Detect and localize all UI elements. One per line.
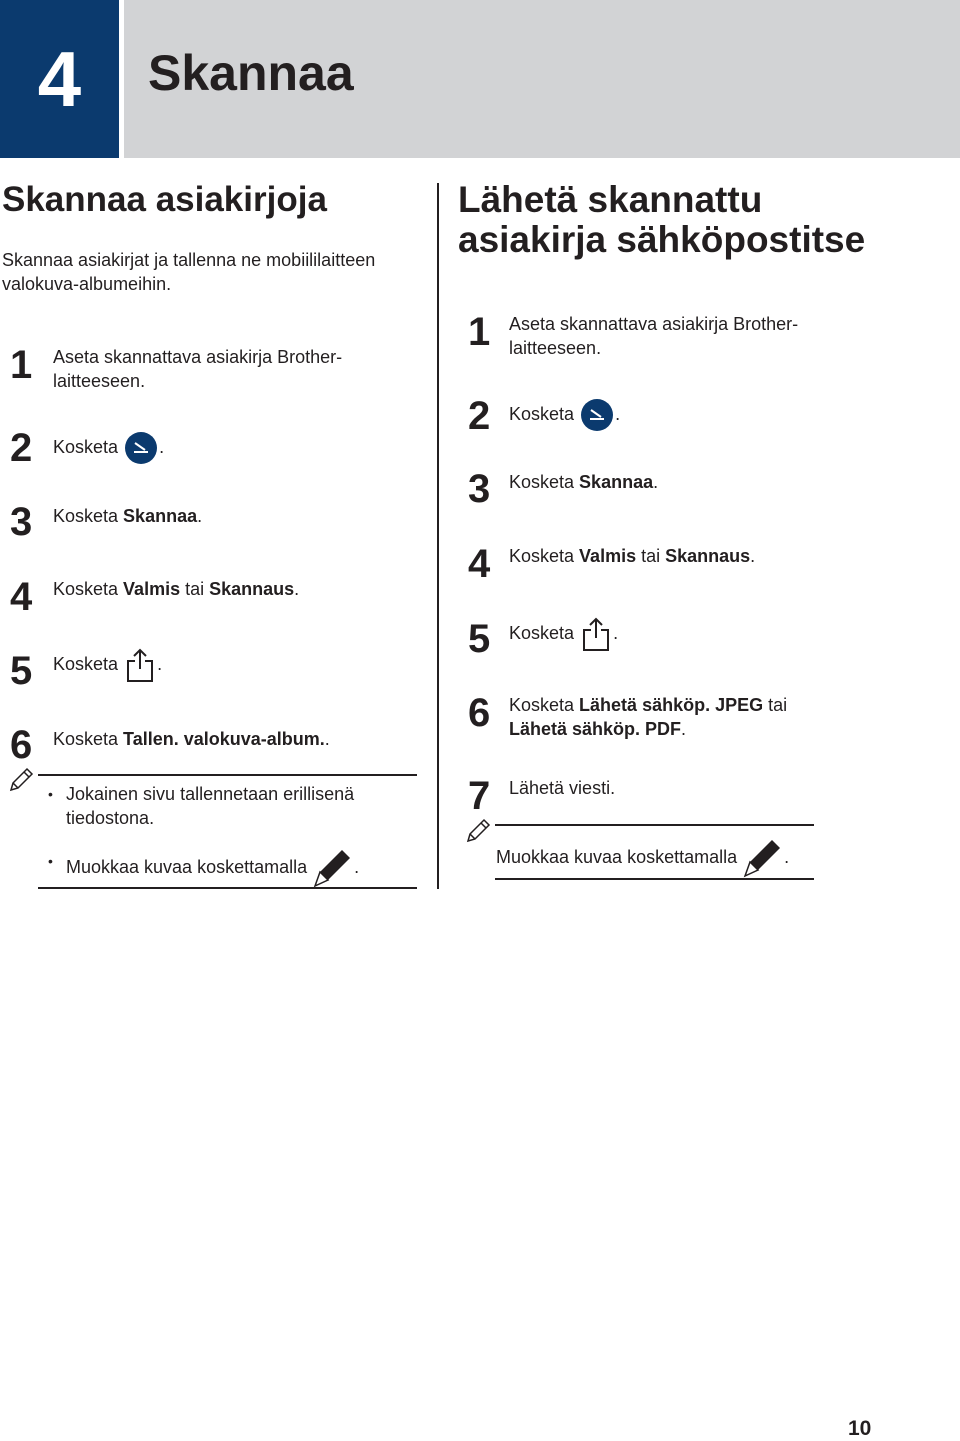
step-text: . xyxy=(159,436,165,457)
chapter-title: Skannaa xyxy=(148,45,354,101)
step-text: tai xyxy=(763,695,788,715)
scan-icon xyxy=(125,432,157,464)
step-text: Kosketa xyxy=(509,546,580,566)
step-text: . xyxy=(653,472,659,492)
step-text: . xyxy=(324,729,330,749)
pencil-icon xyxy=(312,846,354,888)
note-pencil-icon xyxy=(8,767,34,793)
note-text: Muokkaa kuvaa koskettamalla xyxy=(66,857,308,877)
scan-icon xyxy=(581,399,613,431)
step-text: Aseta skannattava asiakirja Brother- xyxy=(53,347,343,367)
step-text: Kosketa xyxy=(509,695,580,715)
note-rule-top xyxy=(38,774,417,776)
step-number: 1 xyxy=(468,310,491,354)
step-bold-text: Lähetä sähköp. PDF xyxy=(509,719,682,739)
step-number: 7 xyxy=(468,774,491,818)
step-number: 2 xyxy=(468,394,491,438)
step-number: 3 xyxy=(10,500,33,544)
step-text: . xyxy=(681,719,687,739)
note-rule-top xyxy=(495,824,814,826)
step-text: laitteeseen. xyxy=(53,371,146,391)
step-text: . xyxy=(157,653,163,674)
chapter-number: 4 xyxy=(0,0,119,158)
note-text: . xyxy=(354,857,360,877)
step-text: Kosketa xyxy=(53,653,119,674)
step-bold-text: Valmis xyxy=(123,579,181,599)
step-bold-text: Tallen. valokuva-album. xyxy=(123,729,325,749)
step-number: 3 xyxy=(468,467,491,511)
pencil-icon xyxy=(742,836,784,878)
step-number: 4 xyxy=(10,575,33,619)
step-text: Kosketa xyxy=(509,622,575,643)
note-bullet xyxy=(48,782,355,830)
step-number: 4 xyxy=(468,542,491,586)
step-number: 6 xyxy=(10,723,33,767)
note-text: Jokainen sivu tallennetaan erillisenä xyxy=(66,784,355,804)
step-text: Kosketa xyxy=(53,579,124,599)
step-bold-text: Skannaa xyxy=(123,506,198,526)
step-bold-text: Skannaus xyxy=(665,546,751,566)
step-text: . xyxy=(197,506,203,526)
step-bold-text: Valmis xyxy=(579,546,637,566)
note-rule-bottom xyxy=(38,887,417,889)
step-text: Kosketa xyxy=(53,729,124,749)
share-icon xyxy=(581,616,611,652)
note-text-block xyxy=(496,836,789,878)
bullet-dot: • xyxy=(48,786,53,802)
left-heading: Skannaa asiakirjoja xyxy=(2,180,327,219)
step-number: 1 xyxy=(10,343,33,387)
step-text: Lähetä viesti. xyxy=(509,778,616,798)
step-number: 6 xyxy=(468,691,491,735)
note-rule-bottom xyxy=(495,878,814,880)
page-number: 10 xyxy=(848,1417,872,1440)
note-text: Muokkaa kuvaa koskettamalla xyxy=(496,847,738,867)
step-text: . xyxy=(613,622,619,643)
step-number: 5 xyxy=(468,617,491,661)
step-text: laitteeseen. xyxy=(509,338,602,358)
note-pencil-icon xyxy=(465,818,491,844)
step-text: Kosketa xyxy=(509,403,575,424)
step-text: tai xyxy=(636,546,666,566)
column-divider xyxy=(437,183,439,889)
right-heading xyxy=(458,180,938,260)
step-text: tai xyxy=(180,579,210,599)
share-icon xyxy=(125,647,155,683)
right-heading-line: Lähetä skannattu xyxy=(458,179,763,220)
step-text: Aseta skannattava asiakirja Brother- xyxy=(509,314,799,334)
step-text: Kosketa xyxy=(53,436,119,457)
note-text: . xyxy=(784,847,790,867)
note-bullet xyxy=(48,846,360,888)
right-heading-line: asiakirja sähköpostitse xyxy=(458,219,866,260)
step-text: . xyxy=(615,403,621,424)
note-text: tiedostona. xyxy=(66,808,155,828)
bullet-dot: • xyxy=(48,853,53,869)
step-text: . xyxy=(294,579,300,599)
step-number: 2 xyxy=(10,426,33,470)
step-bold-text: Skannaus xyxy=(209,579,295,599)
left-intro: Skannaa asiakirjat ja tallenna ne mobiililaitteen valokuva-albumeihin. xyxy=(2,250,376,294)
step-text: Kosketa xyxy=(53,506,124,526)
step-bold-text: Lähetä sähköp. JPEG xyxy=(579,695,764,715)
step-text: . xyxy=(750,546,756,566)
step-bold-text: Skannaa xyxy=(579,472,654,492)
step-number: 5 xyxy=(10,649,33,693)
step-text: Kosketa xyxy=(509,472,580,492)
